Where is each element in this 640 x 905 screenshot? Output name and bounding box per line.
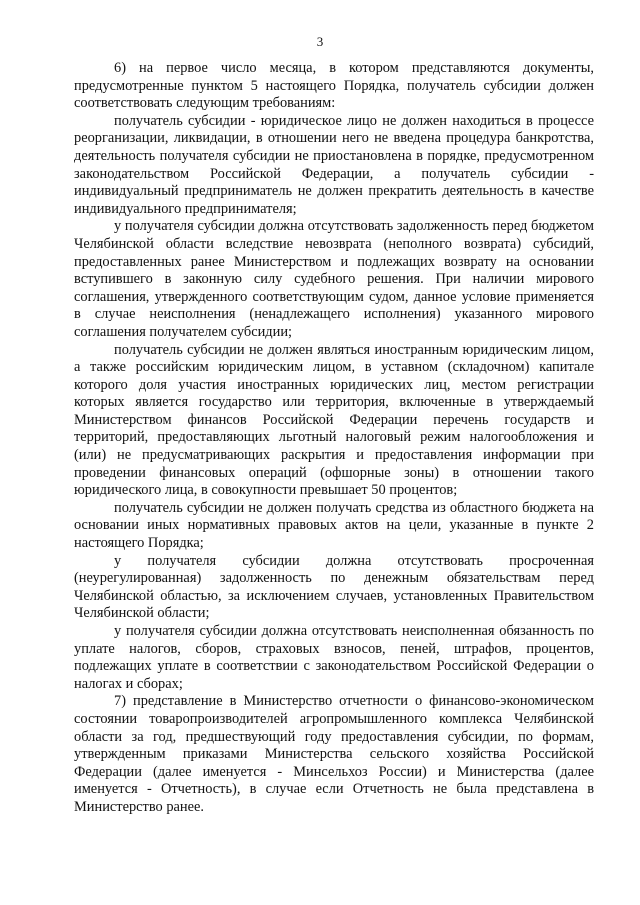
page-number: 3 bbox=[316, 34, 324, 49]
paragraph-other-funds-requirement: получатель субсидии не должен получать средства из областного бюджета на основании иных нормативных правовых актов на цели, указанные в пункте 2 настоящего Порядка; bbox=[74, 499, 594, 552]
paragraph-reorganization-requirement: получатель субсидии - юридическое лицо не должен находиться в процессе реорганизации, ликвидации, в отношении него не введена процедура банкротства, деятельность получателя субсидии не приостановлена в порядке, предусмотренном законодательством Российской Федерации, а получатель субсидии - индивидуальный предприниматель не должен прекратить деятельность в качестве индивидуального предпринимателя; bbox=[74, 112, 594, 217]
paragraph-foreign-entity-requirement: получатель субсидии не должен являться иностранным юридическим лицом, а также российским юридическим лицом, в уставном (складочном) капитале которого доля участия иностранных юридических лиц, местом регистрации которых является государство или территория, включенные в утверждаемый Министерством финансов Российской Федерации перечень государств и территорий, предоставляющих льготный налоговый режим налогообложения и (или) не предусматривающих раскрытия и предоставления информации при проведении финансовых операций (офшорные зоны) в отношении такого юридического лица, в совокупности превышает 50 процентов; bbox=[74, 341, 594, 499]
paragraph-item-6: 6) на первое число месяца, в котором представляются документы, предусмотренные пунктом 5 настоящего Порядка, получатель субсидии должен соответствовать следующим требованиям: bbox=[74, 60, 594, 112]
document-body bbox=[74, 60, 594, 817]
paragraph-overdue-debt-requirement: у получателя субсидии должна отсутствовать просроченная (неурегулированная) задолженность по денежным обязательствам перед Челябинской областью, за исключением случаев, установленных Правительством Челябинской области; bbox=[74, 552, 594, 622]
paragraph-tax-obligation-requirement: у получателя субсидии должна отсутствовать неисполненная обязанность по уплате налогов, сборов, страховых взносов, пеней, штрафов, процентов, подлежащих уплате в соответствии с законодательством Российской Федерации о налогах и сборах; bbox=[74, 623, 594, 692]
paragraph-budget-debt-requirement: у получателя субсидии должна отсутствовать задолженность перед бюджетом Челябинской области вследствие невозврата (неполного возврата) субсидий, предоставленных ранее Министерством и подлежащих возврату на основании вступившего в законную силу судебного решения. При наличии мирового соглашения, утвержденного соответствующим судом, данное условие применяется в случае неисполнения (ненадлежащего исполнения) указанного мирового соглашения получателем субсидии; bbox=[74, 218, 594, 340]
paragraph-item-7: 7) представление в Министерство отчетности о финансово-экономическом состоянии товаропроизводителей агропромышленного комплекса Челябинской области за год, предшествующий году предоставления субсидии, по формам, утвержденным приказами Министерства сельского хозяйства Российской Федерации (далее именуется - Минсельхоз России) и Министерства (далее именуется - Отчетность), в случае если Отчетность не была представлена в Министерство ранее. bbox=[74, 693, 594, 815]
